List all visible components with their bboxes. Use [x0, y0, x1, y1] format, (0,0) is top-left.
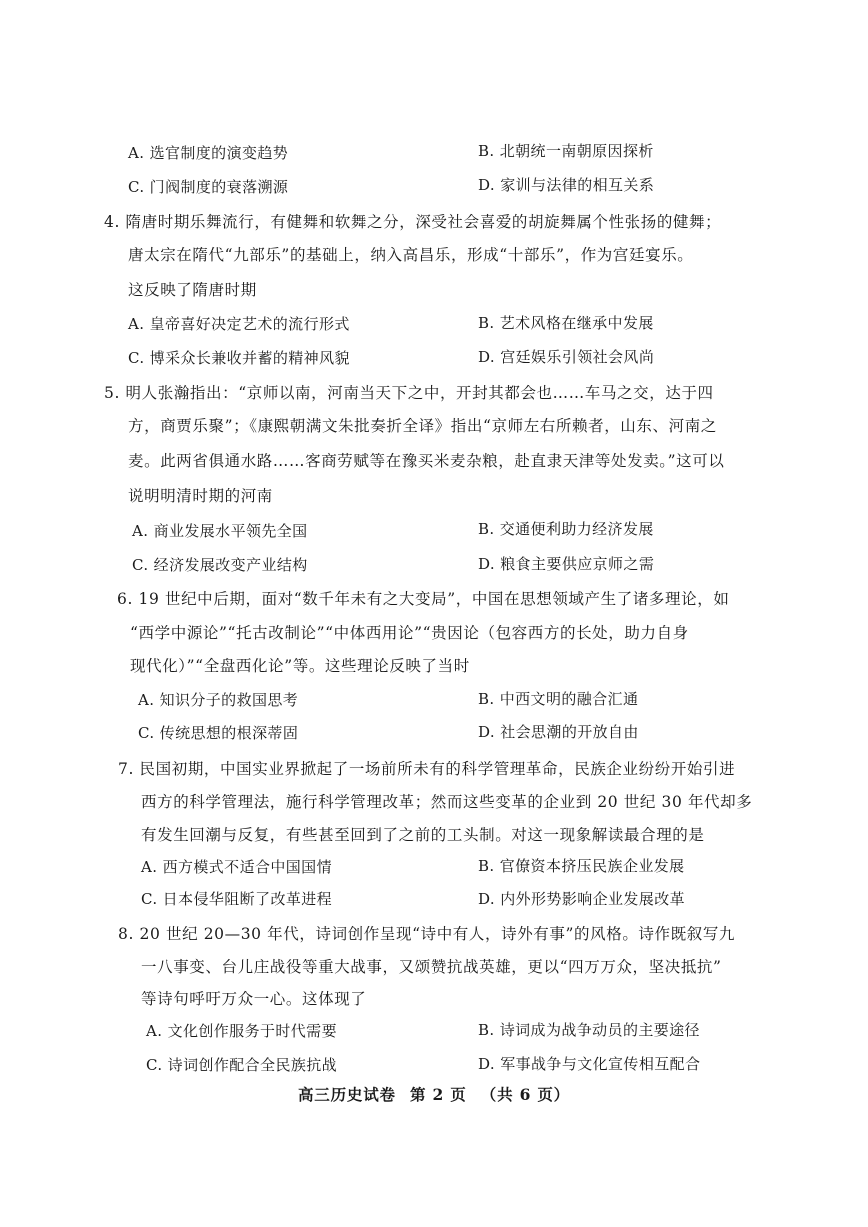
q5-stem-line-1: 5. 明人张瀚指出：“京师以南，河南当天下之中，开封其都会也……车马之交，达于四 — [104, 384, 714, 402]
footer-subject: 高三历史试卷 — [298, 1085, 396, 1104]
q8-stem-line-2: 一八事变、台儿庄战役等重大战事，又颂赞抗战英雄，更以“四万万众，坚决抵抗” — [141, 958, 722, 976]
q8-option-d: D. 军事战争与文化宣传相互配合 — [478, 1055, 701, 1073]
q6-stem-line-3: 现代化）”“全盘西化论”等。这些理论反映了当时 — [130, 657, 470, 675]
q6-stem-line-2: “西学中源论”“托古改制论”“中体西用论”“贵因论（包容西方的长处，助力自身 — [130, 624, 689, 642]
q5-stem-line-3: 麦。此两省俱通水路……客商劳赋等在豫买米麦杂粮，赴直隶天津等处发卖。”这可以 — [128, 452, 725, 470]
q4-option-b: B. 艺术风格在继承中发展 — [478, 314, 654, 332]
q8-option-c: C. 诗词创作配合全民族抗战 — [146, 1056, 338, 1074]
q7-option-c: C. 日本侵华阻断了改革进程 — [141, 890, 333, 908]
q6-option-c: C. 传统思想的根深蒂固 — [138, 724, 299, 742]
q6-option-a: A. 知识分子的救国思考 — [138, 691, 299, 709]
q8-stem-line-3: 等诗句呼吁万众一心。这体现了 — [141, 990, 367, 1008]
q4-stem-line-1: 4. 隋唐时期乐舞流行，有健舞和软舞之分，深受社会喜爱的胡旋舞属个性张扬的健舞； — [104, 213, 722, 231]
q7-stem-line-3: 有发生回潮与反复，有些甚至回到了之前的工头制。对这一现象解读最合理的是 — [141, 826, 705, 844]
q3-option-b: B. 北朝统一南朝原因探析 — [478, 142, 654, 160]
q8-option-b: B. 诗词成为战争动员的主要途径 — [478, 1021, 700, 1039]
q4-stem-line-2: 唐太宗在隋代“九部乐”的基础上，纳入高昌乐，形成“十部乐”，作为宫廷宴乐。 — [128, 246, 694, 264]
q7-option-b: B. 官僚资本挤压民族企业发展 — [478, 857, 685, 875]
q3-option-a: A. 选官制度的演变趋势 — [128, 144, 289, 162]
q5-option-d: D. 粮食主要供应京师之需 — [478, 555, 655, 573]
q6-option-b: B. 中西文明的融合汇通 — [478, 690, 639, 708]
q5-stem-line-2: 方，商贾乐聚”；《康熙朝满文朱批奏折全译》指出“京师左右所赖者，山东、河南之 — [128, 417, 717, 435]
q5-option-a: A. 商业发展水平领先全国 — [132, 522, 308, 540]
q4-option-c: C. 博采众长兼收并蓄的精神风貌 — [128, 349, 350, 367]
q7-stem-line-2: 西方的科学管理法，施行科学管理改革；然而这些变革的企业到 20 世纪 30 年代却多 — [141, 793, 753, 811]
q4-stem-line-3: 这反映了隋唐时期 — [128, 281, 257, 299]
q7-stem-line-1: 7. 民国初期，中国实业界掀起了一场前所未有的科学管理革命，民族企业纷纷开始引进 — [118, 760, 736, 778]
q3-option-d: D. 家训与法律的相互关系 — [478, 176, 655, 194]
q7-option-a: A. 西方模式不适合中国国情 — [141, 858, 332, 876]
q7-option-d: D. 内外形势影响企业发展改革 — [478, 890, 686, 908]
q6-option-d: D. 社会思潮的开放自由 — [478, 723, 639, 741]
q8-stem-line-1: 8. 20 世纪 20—30 年代，诗词创作呈现“诗中有人，诗外有事”的风格。诗作既叙写九 — [118, 925, 736, 943]
q8-option-a: A. 文化创作服务于时代需要 — [146, 1022, 337, 1040]
q3-option-c: C. 门阀制度的衰落溯源 — [128, 178, 289, 196]
q5-option-c: C. 经济发展改变产业结构 — [132, 556, 308, 574]
q6-stem-line-1: 6. 19 世纪中后期，面对“数千年未有之大变局”，中国在思想领域产生了诸多理论，如 — [117, 590, 730, 608]
q5-option-b: B. 交通便利助力经济发展 — [478, 520, 654, 538]
q5-stem-line-4: 说明明清时期的河南 — [128, 487, 273, 505]
q4-option-d: D. 宫廷娱乐引领社会风尚 — [478, 348, 655, 366]
footer-page-number: 第 2 页 — [410, 1085, 467, 1104]
footer-total-pages: （共 6 页） — [480, 1085, 570, 1104]
page-footer — [0, 1083, 868, 1105]
q4-option-a: A. 皇帝喜好决定艺术的流行形式 — [128, 315, 350, 333]
